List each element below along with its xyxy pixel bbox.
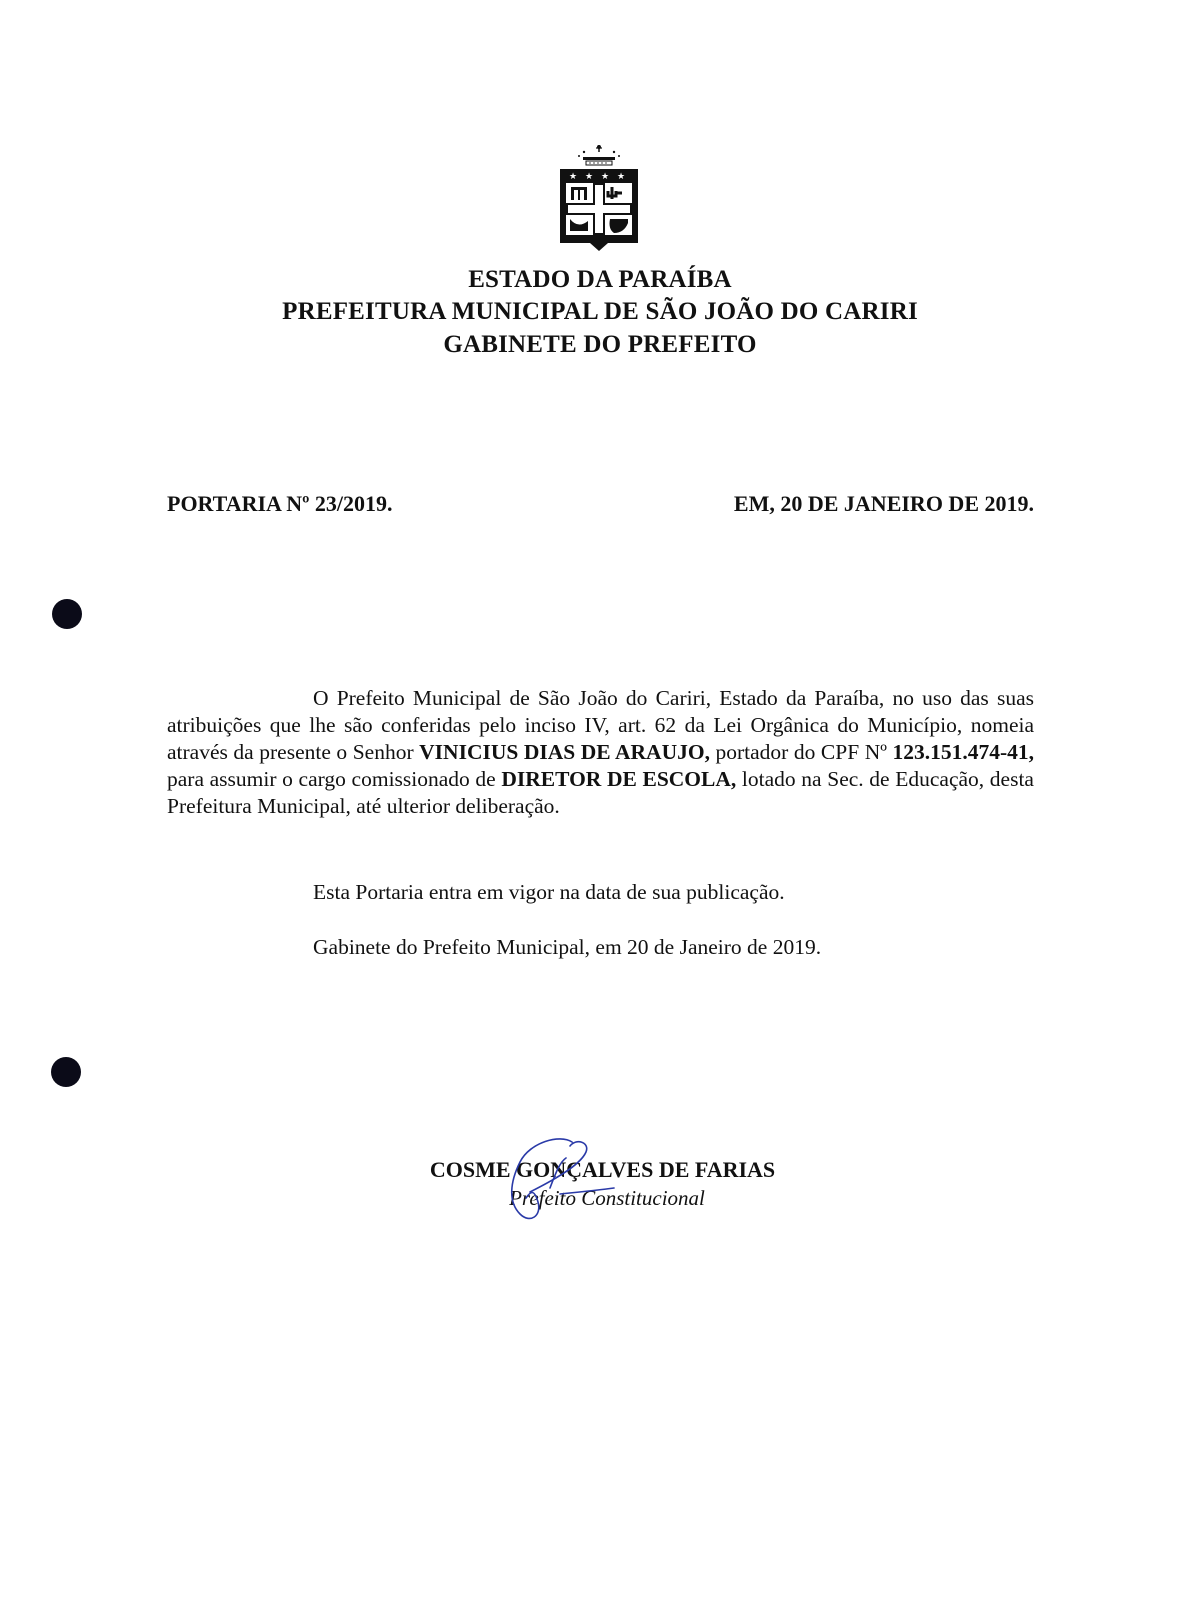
closing-paragraph: Gabinete do Prefeito Municipal, em 20 de Janeiro de 2019.: [313, 935, 822, 959]
appointee-name: VINICIUS DIAS DE ARAUJO,: [419, 740, 710, 764]
portaria-number: PORTARIA Nº 23/2019.: [167, 491, 393, 516]
appointed-role: DIRETOR DE ESCOLA,: [501, 767, 737, 791]
svg-text:★: ★: [617, 172, 626, 182]
punch-hole: [52, 599, 82, 629]
svg-text:★: ★: [601, 172, 610, 182]
paragraph-text: para assumir o cargo comissionado de: [167, 767, 502, 791]
office-heading: GABINETE DO PREFEITO: [443, 331, 757, 358]
handwritten-signature-icon: [490, 1132, 620, 1228]
effective-date-paragraph: Esta Portaria entra em vigor na data de sua publicação.: [313, 880, 785, 904]
signatory-name: COSME GONÇALVES DE FARIAS: [429, 1157, 776, 1182]
paragraph-text: portador do CPF Nº: [709, 740, 893, 764]
paragraph-text: lotado na Sec. de Educação, desta Prefeitura Municipal, até ulterior deliberação.: [167, 767, 1034, 818]
signatory-title: Prefeito Constitucional: [509, 1186, 705, 1210]
municipality-heading: PREFEITURA MUNICIPAL DE SÃO JOÃO DO CARIRI: [282, 298, 918, 325]
svg-text:★: ★: [585, 172, 594, 182]
state-heading: ESTADO DA PARAÍBA: [468, 266, 732, 293]
paragraph-text: O Prefeito Municipal de São João do Cariri, Estado da Paraíba, no uso das suas atribuições que lhe são conferidas pelo inciso IV, art. 62 da Lei Orgânica do Município, nomeia através da presente o Senhor: [167, 686, 1034, 764]
punch-hole: [51, 1057, 81, 1087]
svg-text:★: ★: [569, 172, 578, 182]
appointee-cpf: 123.151.474-41,: [892, 740, 1034, 764]
municipal-coat-of-arms-icon: [556, 143, 642, 259]
appointment-paragraph: [167, 685, 1034, 820]
document-date: EM, 20 DE JANEIRO DE 2019.: [733, 491, 1034, 516]
